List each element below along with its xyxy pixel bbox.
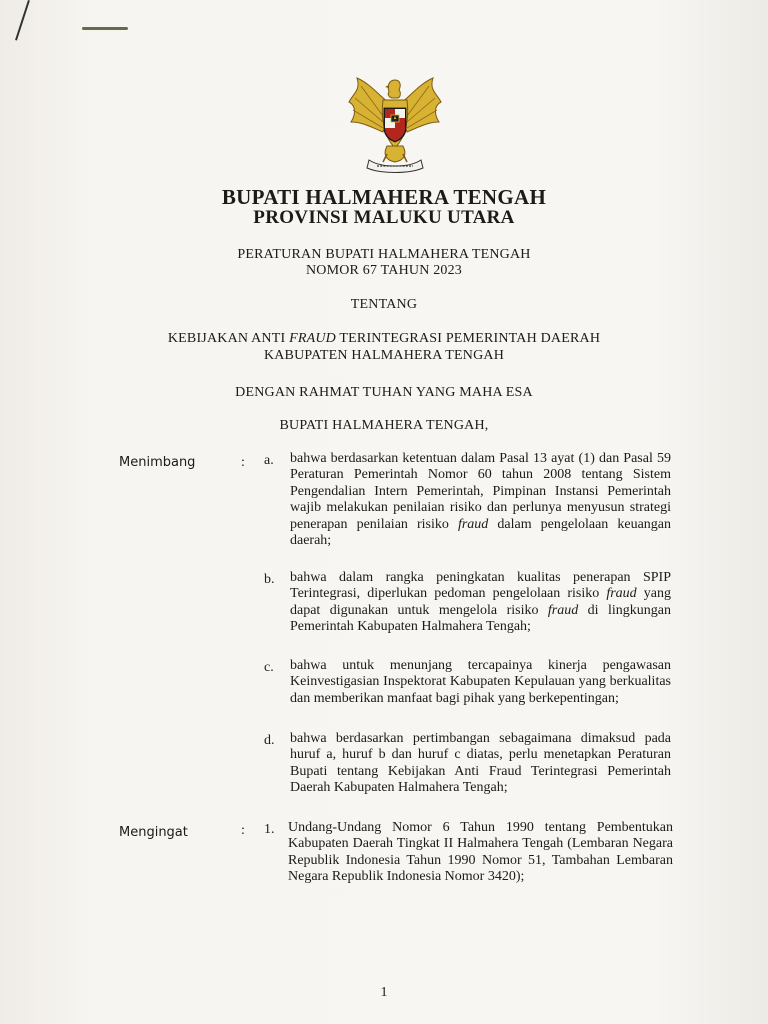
subject-suffix: TERINTEGRASI PEMERINTAH DAERAH: [335, 331, 601, 346]
scan-pen-mark: [15, 0, 30, 41]
menimbang-marker-a: a.: [264, 453, 274, 468]
blessing-line: DENGAN RAHMAT TUHAN YANG MAHA ESA: [235, 385, 533, 400]
regulation-title: PERATURAN BUPATI HALMAHERA TENGAH: [237, 247, 531, 262]
mengingat-label: Mengingat: [119, 825, 188, 840]
item-a-text-end: dalam pengelolaan keuangan daerah;: [290, 516, 672, 549]
menimbang-item-a: [290, 451, 671, 549]
item-b-italic-1: fraud: [606, 586, 637, 602]
item-b-italic-2: fraud: [547, 602, 579, 618]
menimbang-item-c: bahwa untuk menunjang tercapainya kinerja pengawasan Keinvestigasian Inspektorat Kabupaten Kepulauan yang berkualitas dan memberikan manfaat bagi pihak yang berkepentingan;: [290, 658, 671, 706]
mengingat-colon: :: [241, 823, 245, 838]
item-b-text-end: di lingkungan Pemerintah Kabupaten Halmahera Tengah;: [290, 602, 671, 635]
issuer-line: BUPATI HALMAHERA TENGAH,: [279, 418, 489, 433]
item-b-text-mid: yang dapat digunakan untuk mengelola risiko: [290, 586, 671, 618]
menimbang-item-d: bahwa berdasarkan pertimbangan sebagaimana dimaksud pada huruf a, huruf b dan huruf c diatas, perlu menetapkan Peraturan Bupati tentang Kebijakan Anti Fraud Terintegrasi Pemerintah Daerah Kabupaten Halmahera Tengah;: [290, 731, 671, 796]
subject-line-2: KABUPATEN HALMAHERA TENGAH: [263, 348, 505, 363]
menimbang-marker-c: c.: [264, 660, 274, 675]
regulation-number: NOMOR 67 TAHUN 2023: [305, 263, 463, 278]
mengingat-item-1: Undang-Undang Nomor 6 Tahun 1990 tentang Pembentukan Kabupaten Daerah Tingkat II Halmahera Tengah (Lembaran Negara Republik Indonesia Tahun 1990 Nomor 51, Tambahan Lembaran Negara Republik Indonesia Nomor 3420);: [288, 820, 673, 885]
subject-italic: FRAUD: [289, 331, 336, 346]
item-a-text: bahwa berdasarkan ketentuan dalam Pasal 13 ayat (1) dan Pasal 59 Peraturan Pemerintah Nomor 60 tahun 2008 tentang Sistem Pengendalian Intern Pemerintah, Pimpinan Instansi Pemerintah wajib melakukan penilaian risiko dan perlunya menyusun strategi penerapan penilaian risiko: [290, 451, 671, 532]
tentang-heading: TENTANG: [350, 297, 418, 312]
page-number: 1: [380, 985, 388, 1000]
scan-smudge: [82, 27, 128, 30]
province-title: PROVINSI MALUKU UTARA: [253, 207, 515, 228]
menimbang-marker-d: d.: [264, 733, 275, 748]
issuer-title: BUPATI HALMAHERA TENGAH: [221, 185, 547, 209]
menimbang-label: Menimbang: [119, 455, 196, 470]
item-b-text: bahwa dalam rangka peningkatan kualitas penerapan SPIP Terintegrasi, diperlukan pedoman pengelolaan risiko: [290, 570, 671, 602]
subject-line-1: [0, 331, 768, 347]
subject-prefix: KEBIJAKAN ANTI: [167, 331, 290, 346]
menimbang-colon: :: [241, 455, 245, 470]
garuda-emblem-icon: [343, 76, 447, 176]
menimbang-marker-b: b.: [264, 572, 275, 587]
menimbang-item-b: [290, 570, 671, 636]
item-a-italic: fraud: [457, 516, 489, 532]
mengingat-marker-1: 1.: [264, 822, 275, 837]
